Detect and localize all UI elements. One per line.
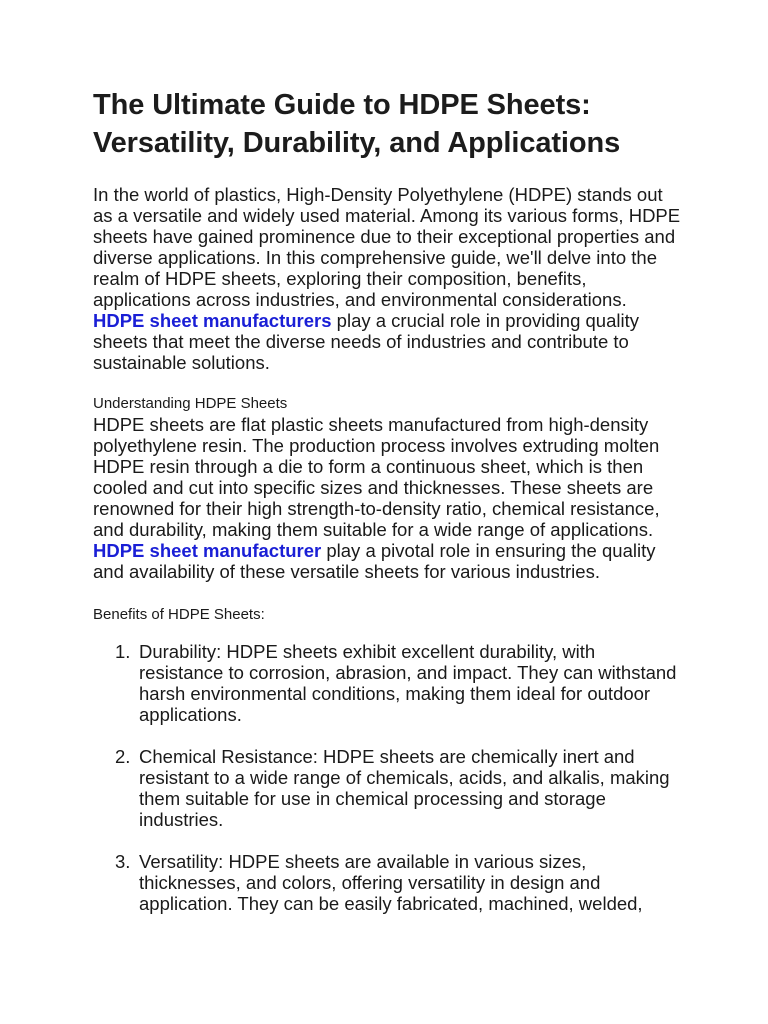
understanding-heading: Understanding HDPE Sheets	[93, 395, 288, 412]
benefits-list	[93, 641, 683, 914]
intro-paragraph	[93, 184, 683, 373]
document-page	[93, 86, 683, 935]
list-item-number: 1.	[115, 641, 131, 662]
list-item-text: Chemical Resistance: HDPE sheets are chemically inert and resistant to a wide range of chemicals, acids, and alkalis, making them suitable for use in chemical processing and storage industries.	[139, 746, 670, 830]
list-item	[93, 746, 683, 830]
list-item-text: Versatility: HDPE sheets are available in various sizes, thicknesses, and colors, offering versatility in design and application. They can be easily fabricated, machined, welded,	[139, 851, 643, 914]
understanding-paragraph	[93, 414, 683, 582]
list-item-number: 3.	[115, 851, 131, 872]
understanding-text-after-link: play a pivotal role in ensuring the quality and availability of these versatile sheets for various industries.	[93, 540, 656, 582]
understanding-text-before-link: HDPE sheets are flat plastic sheets manufactured from high-density polyethylene resin. The production process involves extruding molten HDPE resin through a die to form a continuous sheet, which is then cooled and cut into specific sizes and thicknesses. These sheets are renowned for their high strength-to-density ratio, chemical resistance, and durability, making them suitable for a wide range of applications.	[93, 414, 660, 540]
list-item-text: Durability: HDPE sheets exhibit excellent durability, with resistance to corrosion, abrasion, and impact. They can withstand harsh environmental conditions, making them ideal for outdoor applications.	[139, 641, 677, 725]
hdpe-sheet-manufacturer-link[interactable]: HDPE sheet manufacturer	[93, 540, 322, 561]
list-item-number: 2.	[115, 746, 131, 767]
intro-text-after-link: play a crucial role in providing quality sheets that meet the diverse needs of industries and contribute to sustainable solutions.	[93, 310, 639, 373]
benefits-heading: Benefits of HDPE Sheets:	[93, 606, 265, 623]
intro-text-before-link: In the world of plastics, High-Density Polyethylene (HDPE) stands out as a versatile and widely used material. Among its various forms, HDPE sheets have gained prominence due to their exceptional properties and diverse applications. In this comprehensive guide, we'll delve into the realm of HDPE sheets, exploring their composition, benefits, applications across industries, and environmental considerations.	[93, 184, 681, 310]
list-item	[93, 851, 683, 914]
list-item	[93, 641, 683, 725]
hdpe-sheet-manufacturers-link[interactable]: HDPE sheet manufacturers	[93, 310, 332, 331]
page-title: The Ultimate Guide to HDPE Sheets: Versatility, Durability, and Applications	[93, 89, 621, 159]
